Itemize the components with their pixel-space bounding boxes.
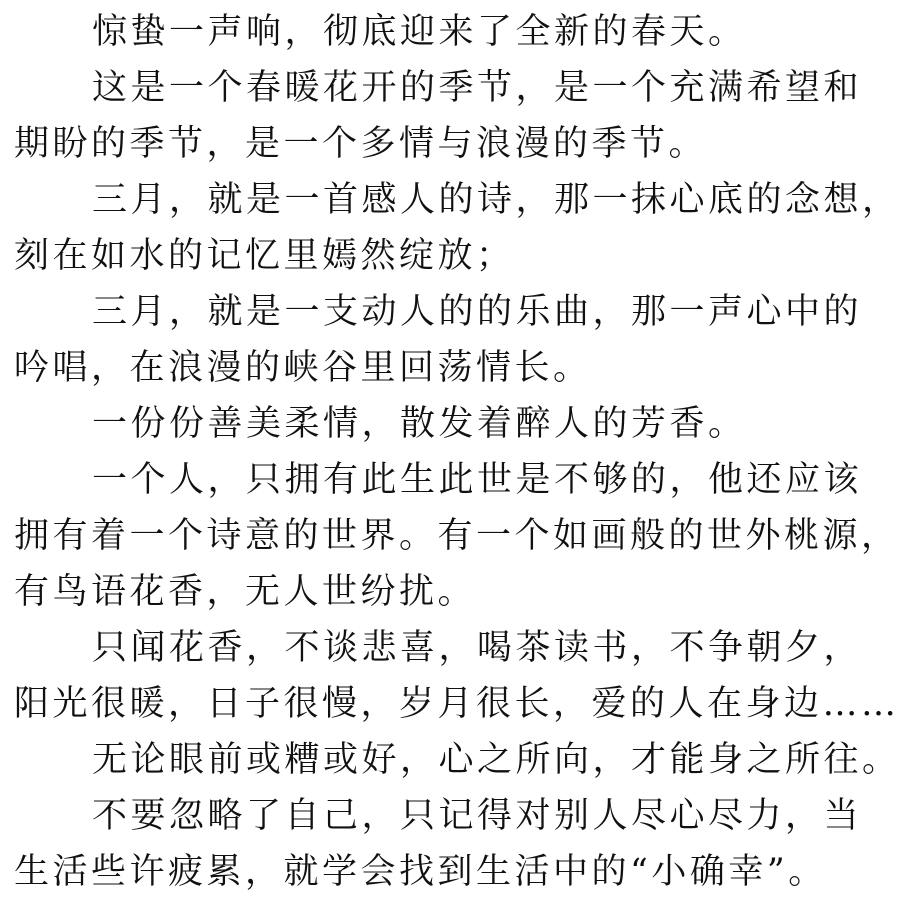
text-line-16: 生活些许疲累，就学会找到生活中的“小确幸”。 bbox=[14, 852, 827, 892]
text-line-1: 惊蛰一声响，彻底迎来了全新的春天。 bbox=[92, 12, 747, 52]
text-line-13: 阳光很暖，日子很慢，岁月很长，爱的人在身边…… bbox=[14, 684, 900, 724]
text-line-5: 刻在如水的记忆里嫣然绽放； bbox=[14, 236, 515, 276]
text-line-9: 一个人，只拥有此生此世是不够的，他还应该 bbox=[92, 460, 863, 500]
text-line-14: 无论眼前或糟或好，心之所向，才能身之所往。 bbox=[92, 740, 901, 780]
text-line-2: 这是一个春暖花开的季节，是一个充满希望和 bbox=[92, 68, 863, 108]
text-line-10: 拥有着一个诗意的世界。有一个如画般的世外桃源， bbox=[14, 516, 900, 556]
text-line-12: 只闻花香，不谈悲喜，喝茶读书，不争朝夕， bbox=[92, 628, 863, 668]
text-line-11: 有鸟语花香，无人世纷扰。 bbox=[14, 572, 477, 612]
text-line-15: 不要忽略了自己，只记得对别人尽心尽力，当 bbox=[92, 796, 863, 836]
text-line-8: 一份份善美柔情，散发着醉人的芳香。 bbox=[92, 404, 747, 444]
text-line-3: 期盼的季节，是一个多情与浪漫的季节。 bbox=[14, 124, 708, 164]
text-line-4: 三月，就是一首感人的诗，那一抹心底的念想， bbox=[92, 180, 901, 220]
text-line-7: 吟唱，在浪漫的峡谷里回荡情长。 bbox=[14, 348, 592, 388]
text-line-6: 三月，就是一支动人的的乐曲，那一声心中的 bbox=[92, 292, 863, 332]
